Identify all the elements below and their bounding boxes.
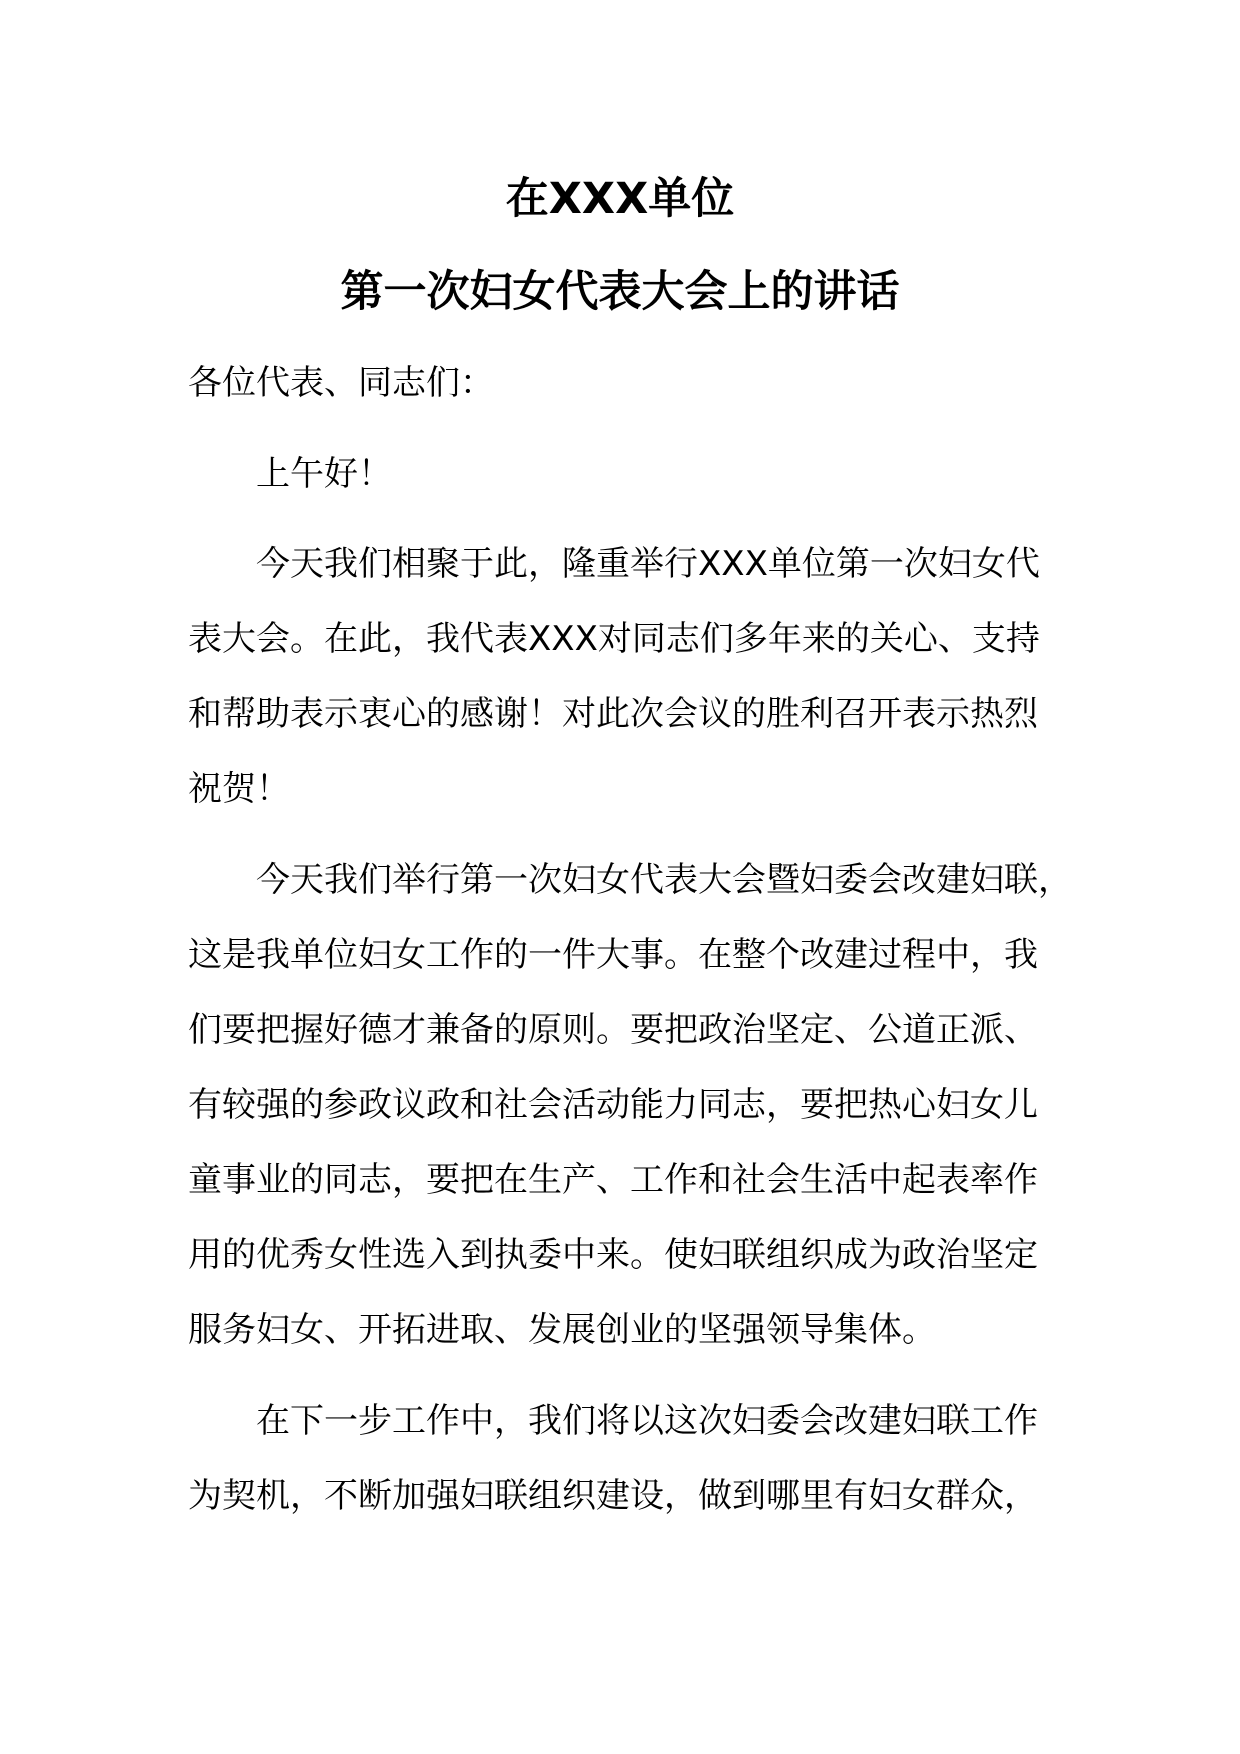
body-text-line: 服务妇女、开拓进取、发展创业的坚强领导集体。: [188, 1310, 936, 1350]
body-text-line: 和帮助表示衷心的感谢！对此次会议的胜利召开表示热烈: [188, 694, 1038, 734]
body-text-line: 这是我单位妇女工作的一件大事。在整个改建过程中，我: [188, 935, 1038, 975]
body-text-line: 为契机，不断加强妇联组织建设，做到哪里有妇女群众，: [188, 1476, 1038, 1516]
body-text-line: 用的优秀女性选入到执委中来。使妇联组织成为政治坚定: [188, 1235, 1038, 1275]
greeting-line: 上午好！: [256, 454, 392, 494]
body-text-line: 童事业的同志，要把在生产、工作和社会生活中起表率作: [188, 1160, 1038, 1200]
document-title-line-1: 在XXX单位: [505, 174, 735, 224]
body-text-line: 祝贺！: [188, 769, 290, 809]
salutation-line: 各位代表、同志们：: [188, 363, 494, 403]
body-text-line: 在下一步工作中，我们将以这次妇委会改建妇联工作: [256, 1401, 1038, 1441]
body-text-line: 表大会。在此，我代表XXX对同志们多年来的关心、支持: [188, 619, 1040, 659]
body-text-line: 有较强的参政议政和社会活动能力同志，要把热心妇女儿: [188, 1085, 1038, 1125]
body-text-line: 们要把握好德才兼备的原则。要把政治坚定、公道正派、: [188, 1010, 1038, 1050]
body-text-line: 今天我们举行第一次妇女代表大会暨妇委会改建妇联，: [256, 860, 1072, 900]
body-text-line: 今天我们相聚于此，隆重举行XXX单位第一次妇女代: [256, 544, 1040, 584]
document-title-line-2: 第一次妇女代表大会上的讲话: [340, 267, 900, 317]
